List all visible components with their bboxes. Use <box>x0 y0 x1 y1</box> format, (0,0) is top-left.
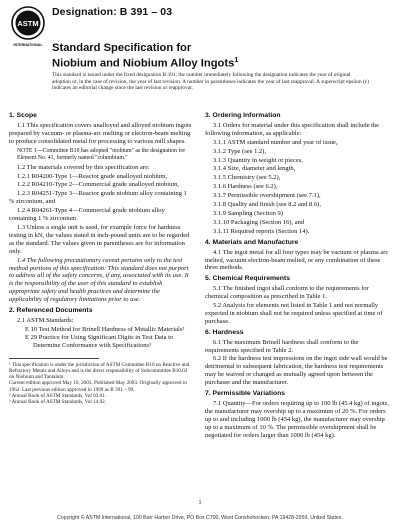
paragraph-1-2-2: 1.2.2 R04210-Type 2—Commercial grade unalloyed niobium, <box>17 181 180 189</box>
section-heading-scope: 1. Scope <box>9 112 37 119</box>
paragraph-1-2-3: 1.2.3 R04251-Type 3—Reactor grade niobium alloy containing 1 % zirconium, and <box>9 190 187 206</box>
paragraph-6-1: 6.1 The maximum Brinell hardness shall conform to the requirements specified in Table 2. <box>205 338 359 354</box>
footnote-3: ³ Annual Book of ASTM Standards, Vol 14.02. <box>9 399 107 406</box>
ordering-item: 3.1.2 Type (see 1.2), <box>213 147 267 155</box>
paragraph-5-2: 5.2 Analysis for elements not listed in Table 1 and not normally expected in niobium shall not be required unless specified at time of purchase. <box>205 302 383 325</box>
left-column <box>9 109 192 406</box>
footnote-rule <box>9 358 99 359</box>
paragraph-3-1: 3.1 Orders for material under this specification shall include the following information, as applicable: <box>205 121 380 137</box>
paragraph-6-2: 6.2 If the hardness test impressions on the ingot side wall would be detrimental to subsequent fabrication, the hardness test requirements may be waived or changed as mutually agreed upon between the purchaser and the manufacturer. <box>205 355 388 387</box>
copyright-line: Copyright © ASTM International, 100 Barr Harbor Drive, PO Box C700, West Conshohocken, PA 19428-2959, United States. <box>57 515 343 521</box>
ordering-item: 3.1.7 Permissible overshipment (see 7.1), <box>213 192 321 200</box>
ordering-item: 3.1.5 Chemistry (see 5.2), <box>213 174 281 182</box>
title-line-1: Standard Specification for <box>52 42 192 54</box>
paragraph-2-1: 2.1 ASTM Standards: <box>17 316 74 324</box>
designation: Designation: B 391 – 03 <box>52 6 173 18</box>
ordering-item: 3.1.6 Hardness (see 6.2), <box>213 183 278 191</box>
ordering-item: 3.1.11 Required reports (Section 14). <box>213 227 310 235</box>
ordering-item: 3.1.4 Size, diameter and length, <box>213 165 296 173</box>
ordering-item: 3.1.9 Sampling (Section 9) <box>213 209 283 217</box>
astm-logo <box>9 5 47 48</box>
section-heading-hardness: 6. Hardness <box>205 328 244 336</box>
paragraph-1-2: 1.2 The materials covered by this specification are: <box>17 163 150 171</box>
logo-text: ASTM <box>17 19 39 28</box>
paragraph-1-4: 1.4 The following precautionary caveat pertains only to the test method portions of this specification: This standard does not purport to address all of the safety concerns, if any, associated with its use. It is the responsibility of the user of this standard to establish appropriate safety and health practices and determine the applicability of regulatory limitations prior to use. <box>9 256 189 304</box>
ordering-item: 3.1.1 ASTM standard number and year of issue, <box>213 138 338 146</box>
paragraph-1-1: 1.1 This specification covers unalloyed and alloyed niobium ingots prepared by vacuum- or plasma-arc melting or electron-beam melting to produce consolidated metal for processing to various mill shapes. <box>9 121 192 145</box>
right-column <box>205 109 391 441</box>
paragraph-5-1: 5.1 The finished ingot shall conform to the requirements for chemical composition as prescribed in Table 1. <box>205 285 369 301</box>
paragraph-1-2-4: 1.2.4 R04261-Type 4—Commercial grade niobium alloy containing 1 % zirconium. <box>9 207 165 223</box>
title-footnote-mark: 1 <box>234 56 239 64</box>
section-heading-referenced-documents: 2. Referenced Documents <box>9 307 93 315</box>
reference-e29: E 29 Practice for Using Significant Digits in Test Data to Determine Conformance with Specifications³ <box>25 333 174 349</box>
title-block <box>52 42 352 70</box>
ordering-item: 3.1.3 Quantity in weight or pieces, <box>213 156 303 164</box>
footnote-1-edition: Current edition approved May 10, 2003. Published May 2003. Originally approved in 1962. Last previous edition approved in 1999 as B 391 – 99. <box>9 380 187 393</box>
logo-subtext: INTERNATIONAL <box>13 43 43 47</box>
section-heading-materials: 4. Materials and Manufacture <box>205 238 299 246</box>
paragraph-4-1: 4.1 The ingot metal for all four types may be vacuum or plasma arc melted, vacuum electron-beam melted, or any combination of these three methods. <box>205 248 389 272</box>
title-text: Niobium and Niobium Alloy Ingots <box>52 57 235 70</box>
section-heading-ordering-information: 3. Ordering Information <box>205 112 281 119</box>
footnote-2: ² Annual Book of ASTM Standards, Vol 03.01. <box>9 393 107 400</box>
paragraph-1-3: 1.3 Unless a single unit is used, for example force for hardness testing in kN, the values stated in inch-pound units are to be regarded as the standard. The values given in parentheses are for information only. <box>9 223 190 255</box>
footnote-1: ¹ This specification is under the jurisdiction of ASTM Committee B10 on Reactive and Refractory Metals and Alloys and is the direct responsibility of Subcommittee B10.03 on Niobium and Tantalum. <box>9 361 190 381</box>
ordering-item: 3.1.8 Quality and finish (see 8.2 and 8.6), <box>213 201 321 209</box>
note-1: NOTE 1—Committee B10 has adopted "niobium" as the designation for Element No. 41, formerly named "columbium." <box>17 147 186 161</box>
title-line-2 <box>52 55 352 70</box>
page-number: 1 <box>198 500 202 506</box>
paragraph-7-1: 7.1 Quantity—For orders requiring up to 100 lb (45.4 kg) of ingots, the manufacturer may overship up to a maximum of 20 %. For orders up to and including 1000 lb (454 kg), the manufacturer may overship up to a maximum of 10 %. The permissible overshipment shall be negotiated for orders larger than 1000 lb (454 kg). <box>205 400 389 439</box>
intro-paragraph: This standard is issued under the fixed designation B 391; the number immediately following the designation indicates the year of original adoption or, in the case of revision, the year of last revision. A number in parentheses indicates the year of last reapproval. A superscript epsilon (ε) indicates an editorial change since the last revision or reapproval. <box>52 72 369 92</box>
ordering-item: 3.1.10 Packaging (Section 16), and <box>213 218 305 226</box>
section-heading-chemical: 5. Chemical Requirements <box>205 275 290 283</box>
reference-e10: E 10 Test Method for Brinell Hardness of Metallic Materials² <box>25 325 185 333</box>
paragraph-1-2-1: 1.2.1 R04200-Type 1—Reactor grade unalloyed niobium, <box>17 172 168 180</box>
section-heading-permissible-variations: 7. Permissible Variations <box>205 390 286 398</box>
